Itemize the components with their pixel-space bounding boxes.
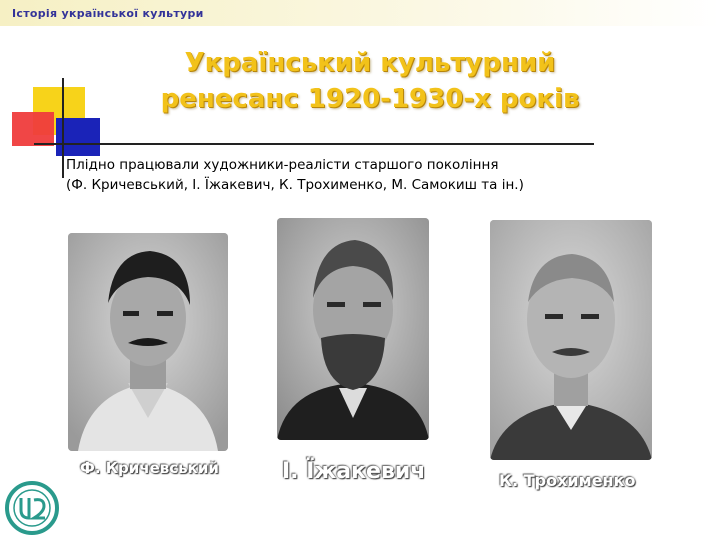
- portrait-trokhymenko: [490, 220, 652, 460]
- body-line-1: Плідно працювали художники-реалісти старшого покоління: [66, 157, 499, 173]
- portrait-krychevskyi: [68, 233, 228, 451]
- caption-izhakevych: І. Їжакевич: [282, 459, 426, 484]
- university-logo-icon: [4, 480, 60, 536]
- title-line-2: ренесанс 1920-1930-х років: [160, 84, 580, 114]
- caption-krychevskyi: Ф. Кричевський: [80, 459, 219, 477]
- title-line-1: Український культурний: [184, 48, 556, 78]
- body-line-2: (Ф. Кричевський, І. Їжакевич, К. Трохименко, М. Самокиш та ін.): [66, 177, 524, 193]
- caption-trokhymenko: К. Трохименко: [499, 471, 636, 490]
- decor-red-square: [12, 112, 54, 146]
- slide-title: [110, 45, 630, 117]
- course-label: Історія української культури: [12, 7, 204, 20]
- decor-horizontal-line: [34, 143, 594, 145]
- portrait-izhakevych: [277, 218, 429, 440]
- decor-vertical-line: [62, 78, 64, 178]
- body-text: [66, 155, 666, 195]
- header-band: [0, 0, 720, 26]
